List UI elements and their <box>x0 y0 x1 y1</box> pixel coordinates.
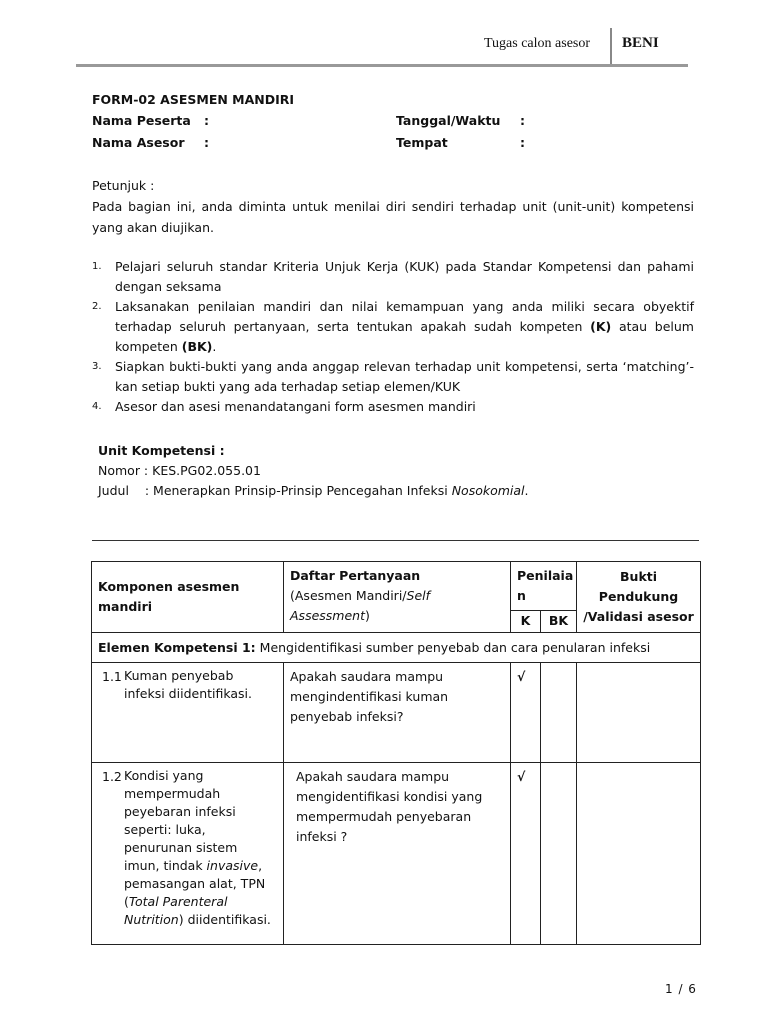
kuk-text: Kuman penyebab infeksi diidentifikasi. <box>124 668 252 701</box>
instruction-step <box>92 397 694 417</box>
instruction-step <box>92 357 694 397</box>
nama-peserta-colon: : <box>204 113 209 128</box>
kuk-text-a: Kondisi yang mempermudah peyebaran infeksi seperti: luka, penurunan sistem imun, tindak <box>124 768 238 873</box>
header-bukti: Bukti Pendukung /Validasi asesor <box>577 562 701 633</box>
step-text: Laksanakan penilaian mandiri dan nilai kemampuan yang anda miliki secara obyektif terhadap seluruh pertanyaan, serta tentukan apakah sudah kompeten <box>115 299 694 334</box>
tempat-label: Tempat <box>396 135 448 150</box>
elemen-text: Mengidentifikasi sumber penyebab dan cara penularan infeksi <box>255 639 651 655</box>
unit-heading: Unit Kompetensi : <box>98 443 225 458</box>
k-checkbox[interactable]: √ <box>511 763 541 945</box>
daftar-subtitle <box>290 586 504 626</box>
judul-end: . <box>524 483 529 498</box>
table-row <box>92 763 701 945</box>
step-text: Siapkan bukti-bukti yang anda anggap relevan terhadap unit kompetensi, serta ‘matching’- kan setiap bukti yang ada terhadap setiap elemen/KUK <box>115 359 694 394</box>
header-divider <box>610 28 612 66</box>
step-number: 3. <box>92 361 102 372</box>
kuk-text <box>124 767 274 929</box>
daftar-sub-b: ) <box>364 608 370 623</box>
header-title: Tugas calon asesor <box>484 36 591 51</box>
section-rule <box>92 540 699 541</box>
bk-checkbox[interactable] <box>541 663 577 763</box>
tanggal-waktu-colon: : <box>520 113 525 128</box>
header-komponen: Komponen asesmen mandiri <box>92 562 284 633</box>
elemen-cell <box>92 633 701 663</box>
step-text: Asesor dan asesi menandatangani form asesmen mandiri <box>115 399 476 414</box>
elemen-label: Elemen Kompetensi 1: <box>98 639 256 655</box>
header-rule <box>76 64 688 67</box>
step-number: 1. <box>92 261 102 272</box>
question-cell: Apakah saudara mampu mengindentifikasi kuman penyebab infeksi? <box>284 663 511 763</box>
petunjuk-paragraph: Pada bagian ini, anda diminta untuk menilai diri sendiri terhadap unit (unit-unit) kompetensi yang akan diujikan. <box>92 199 694 235</box>
bk-checkbox[interactable] <box>541 763 577 945</box>
kuk-cell <box>92 763 284 945</box>
header-bk: BK <box>541 611 577 633</box>
tempat-colon: : <box>520 135 525 150</box>
instruction-step <box>92 297 694 357</box>
form-title: FORM-02 ASESMEN MANDIRI <box>92 92 295 107</box>
kuk-italic-1: invasive <box>206 858 259 873</box>
judul-italic: Nosokomial <box>451 483 525 498</box>
table-header-row <box>92 562 701 611</box>
kuk-text-c: ) diidentifikasi. <box>178 912 271 927</box>
kuk-number: 1.2 <box>102 769 122 784</box>
kuk-italic-2: Total Parenteral Nutrition <box>124 894 228 927</box>
bukti-cell[interactable] <box>577 663 701 763</box>
belum-kompeten-code: (BK) <box>181 339 213 354</box>
table-row <box>92 663 701 763</box>
tanggal-waktu-label: Tanggal/Waktu <box>396 113 501 128</box>
assessment-table <box>91 561 701 945</box>
kompeten-code: (K) <box>590 319 612 334</box>
step-number: 4. <box>92 401 102 412</box>
instruction-list <box>92 257 694 417</box>
bukti-cell[interactable] <box>577 763 701 945</box>
instruction-step <box>92 257 694 297</box>
unit-nomor: Nomor : KES.PG02.055.01 <box>98 463 261 478</box>
judul-text: Menerapkan Prinsip-Prinsip Pencegahan Infeksi <box>153 483 452 498</box>
kuk-number: 1.1 <box>102 669 122 684</box>
nama-asesor-colon: : <box>204 135 209 150</box>
step-text: atau belum kompeten <box>115 319 694 354</box>
k-checkbox[interactable]: √ <box>511 663 541 763</box>
daftar-sub-a: (Asesmen Mandiri/ <box>290 588 407 603</box>
page-number: 1 / 6 <box>665 982 697 996</box>
nama-asesor-label: Nama Asesor <box>92 135 185 150</box>
judul-label: Judul : <box>98 483 154 498</box>
step-number: 2. <box>92 301 102 312</box>
daftar-title: Daftar Pertanyaan <box>290 568 421 583</box>
question-cell: Apakah saudara mampu mengidentifikasi kondisi yang mempermudah penyebaran infeksi ? <box>284 763 511 945</box>
header-daftar-pertanyaan <box>284 562 511 633</box>
header-k: K <box>511 611 541 633</box>
elemen-row <box>92 633 701 663</box>
kuk-text-b: , pemasangan alat, TPN ( <box>124 858 266 909</box>
nama-peserta-label: Nama Peserta <box>92 113 191 128</box>
header-name: BENI <box>622 35 659 51</box>
header-penilaian: Penilaia n <box>511 562 577 611</box>
step-text: Pelajari seluruh standar Kriteria Unjuk Kerja (KUK) pada Standar Kompetensi dan pahami dengan seksama <box>115 259 694 294</box>
kuk-cell <box>92 663 284 763</box>
unit-judul <box>98 481 529 501</box>
petunjuk-heading: Petunjuk : <box>92 178 155 193</box>
daftar-sub-italic: Self Assessment <box>290 588 431 623</box>
step-text: . <box>212 339 217 354</box>
